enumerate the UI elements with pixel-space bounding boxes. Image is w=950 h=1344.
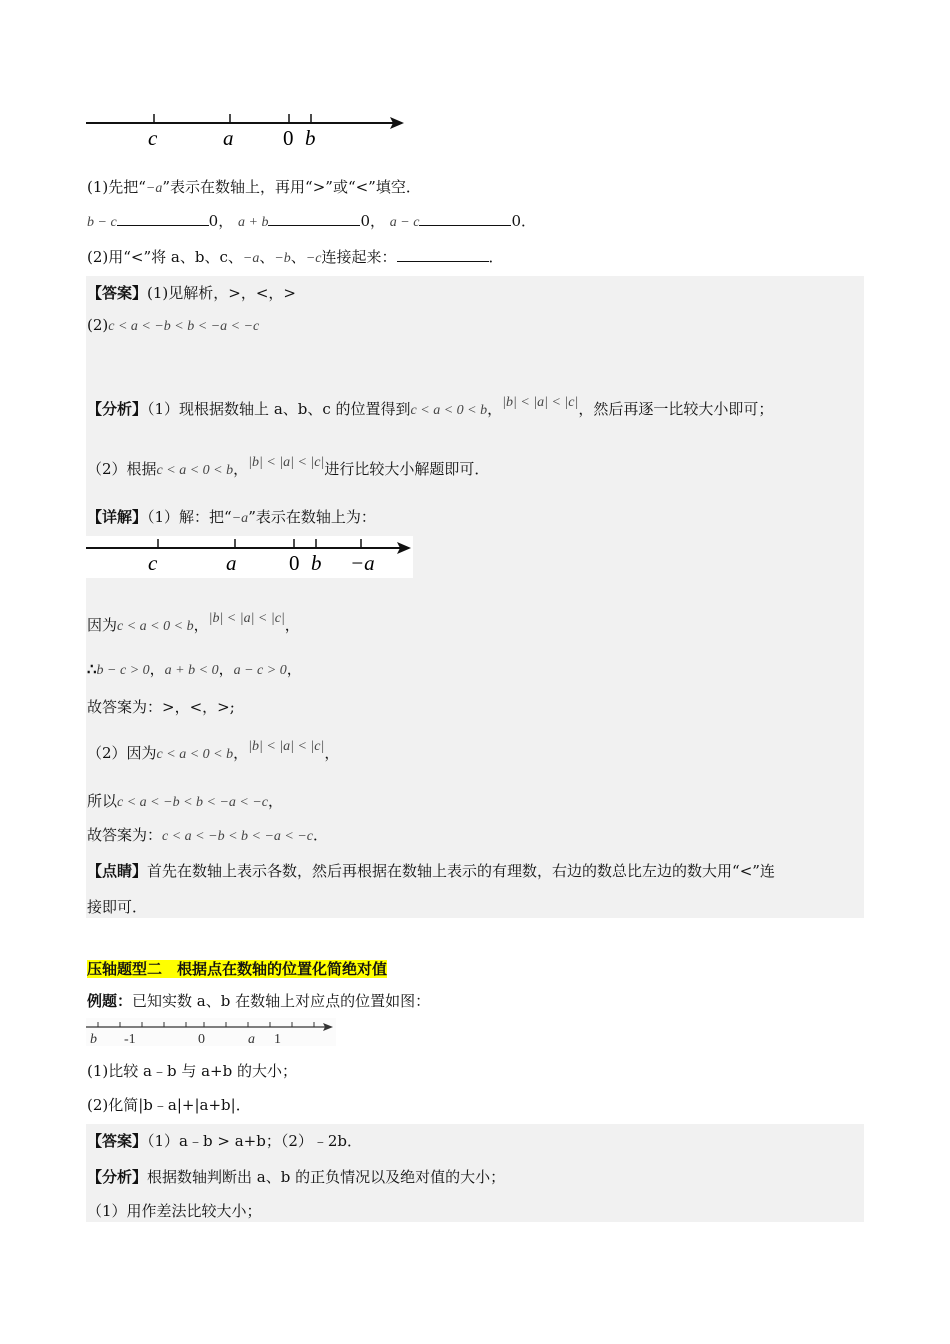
fill-blanks-row: b − c 0， a + b 0， a − c 0． bbox=[87, 212, 536, 230]
answer-line1: 【答案】(1)见解析，>，<，> bbox=[87, 284, 296, 302]
answer-line2: (2)c < a < −b < b < −a < −c bbox=[87, 316, 260, 334]
analysis-line2: （2）根据c < a < 0 < b，|b| < |a| < |c|进行比较大小解题即可． bbox=[87, 455, 490, 478]
number-line-figure bbox=[86, 108, 410, 152]
part2-because-line: （2）因为c < a < 0 < b，|b| < |a| < |c|， bbox=[87, 739, 340, 762]
number-line-figure-3 bbox=[86, 1018, 336, 1046]
detail-intro: 【详解】（1）解：把“−a”表示在数轴上为： bbox=[87, 508, 376, 526]
analysis-line1: 【分析】（1）现根据数轴上 a、b、c 的位置得到c < a < 0 < b，|b| < |a| < |c|，然后再逐一比较大小即可； bbox=[87, 395, 774, 418]
label-c: c bbox=[148, 551, 158, 575]
expr-a-plus-b: a + b bbox=[238, 215, 269, 230]
label-1: 1 bbox=[274, 1032, 281, 1046]
label-b: b bbox=[311, 551, 322, 575]
section2-q2: (2)化简|b﹣a|+|a+b|． bbox=[87, 1096, 251, 1114]
label-c: c bbox=[148, 126, 158, 150]
therefore-line: ∴b − c > 0，a + b < 0，a − c > 0， bbox=[87, 660, 302, 678]
label-a: a bbox=[248, 1032, 255, 1046]
section2-q1: (1)比较 a﹣b 与 a+b 的大小； bbox=[87, 1062, 297, 1080]
answer-blank[interactable] bbox=[117, 211, 209, 226]
neg-a-expr: −a bbox=[145, 181, 163, 196]
answer-blank[interactable] bbox=[397, 247, 489, 262]
because-line: 因为c < a < 0 < b，|b| < |a| < |c|， bbox=[87, 611, 300, 634]
section2-analysis2: （1）用作差法比较大小； bbox=[87, 1202, 262, 1220]
label-neg1: -1 bbox=[124, 1032, 136, 1046]
label-0: 0 bbox=[198, 1032, 205, 1046]
label-a: a bbox=[223, 126, 234, 150]
section-title: 压轴题型二 根据点在数轴的位置化简绝对值 bbox=[87, 960, 388, 978]
section2-answer: 【答案】（1）a﹣b > a+b；（2）﹣2b． bbox=[87, 1132, 363, 1150]
label-neg-a: −a bbox=[350, 551, 375, 575]
label-a: a bbox=[226, 551, 237, 575]
solution-box bbox=[86, 276, 864, 918]
label-b: b bbox=[305, 126, 316, 150]
expr-b-minus-c: b − c bbox=[87, 215, 117, 230]
label-b: b bbox=[90, 1032, 97, 1046]
answer-blank[interactable] bbox=[268, 211, 360, 226]
tip-line1: 【点睛】首先在数轴上表示各数，然后再根据在数轴上表示的有理数，右边的数总比左边的数大用“<”连 bbox=[87, 862, 775, 880]
tip-line2: 接即可． bbox=[87, 898, 148, 916]
expr-a-minus-c: a − c bbox=[389, 215, 420, 230]
answer1-line: 故答案为：>，<，>; bbox=[87, 698, 235, 716]
section2-analysis: 【分析】根据数轴判断出 a、b 的正负情况以及绝对值的大小； bbox=[87, 1168, 506, 1186]
answer2-line: 故答案为：c < a < −b < b < −a < −c． bbox=[87, 826, 329, 844]
example-line: 例题：已知实数 a、b 在数轴上对应点的位置如图： bbox=[87, 992, 431, 1010]
label-0: 0 bbox=[283, 126, 294, 150]
number-line-figure-2 bbox=[86, 536, 413, 578]
answer-blank[interactable] bbox=[419, 211, 511, 226]
question-part2: (2)用“<”将 a、b、c、−a、−b、−c连接起来： ． bbox=[87, 248, 504, 266]
question-part1: (1)先把“−a”表示在数轴上，再用“>”或“<”填空． bbox=[87, 178, 421, 196]
so-line: 所以c < a < −b < b < −a < −c， bbox=[87, 792, 284, 810]
label-0: 0 bbox=[289, 551, 300, 575]
